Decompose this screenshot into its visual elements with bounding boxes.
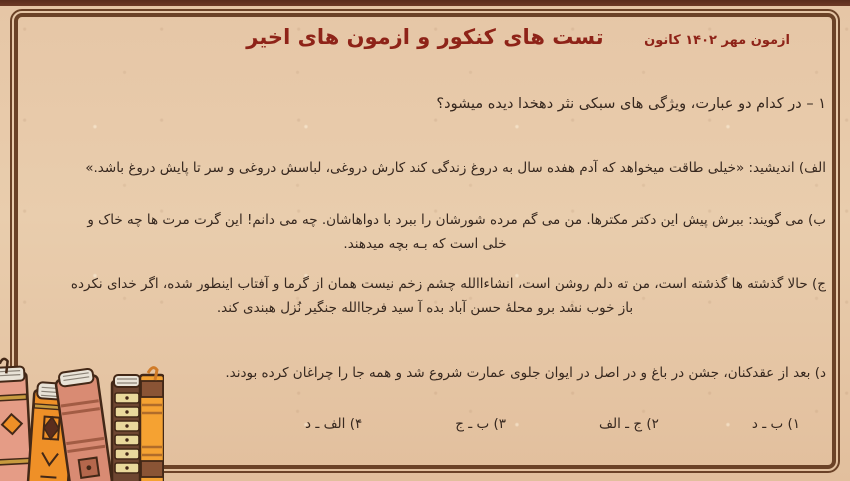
option-jim-line-2: باز خوب نشد برو محلهٔ حسن آباد بده آ سید فرجاالله جنگیر نُزل هبندی کند. [216, 300, 634, 316]
option-be-line-1: ب) می گویند: ببرش پیش این دکتر مکترها. من می گم مرده شورشان را ببرد با دواهاشان. چه می دانم! این گرت مرت ها چه خاک و [87, 212, 826, 228]
option-alef-line: الف) اندیشید: «خیلی طاقت میخواهد که آدم هفده سال به دروغ زندگی کند کارش دروغی، لباسش دروغی و سر تا پایش دروغ باشد.» [85, 160, 826, 176]
option-dal-line: د) بعد از عقدکنان، جشن در باغ و در اصل در ایوان جلوی عمارت شروع شد و همه جا را چراغان کرده بودند. [225, 365, 826, 381]
answer-choice-1: ۱) ب ـ د [751, 416, 800, 432]
answer-choice-4: ۴) الف ـ د [305, 416, 363, 432]
option-be [24, 208, 826, 256]
answer-choices-row [305, 416, 800, 432]
option-alef [24, 156, 826, 180]
question-text: ۱ – در کدام دو عبارت، ویژگی های سبکی نثر دهخدا دیده میشود؟ [436, 96, 826, 112]
top-strip [0, 0, 850, 6]
option-jim-line-1: ج) حالا گذشته ها گذشته است، من ته دلم روشن است، انشاءاالله چشم زخم نیست همان از گرما و آفتاب اینطور شده، اگر خدای نکرده [70, 276, 826, 292]
exam-source-label: ازمون مهر ۱۴۰۲ کانون [644, 33, 790, 48]
answer-choice-3: ۳) ب ـ ج [455, 416, 507, 432]
page-title: تست های کنکور و ازمون های اخیر [246, 25, 604, 49]
option-jim [24, 272, 826, 320]
books-illustration [0, 333, 164, 481]
option-be-line-2: خلی است که بـه بچه میدهند. [343, 236, 507, 252]
answer-choice-2: ۲) ج ـ الف [599, 416, 659, 432]
